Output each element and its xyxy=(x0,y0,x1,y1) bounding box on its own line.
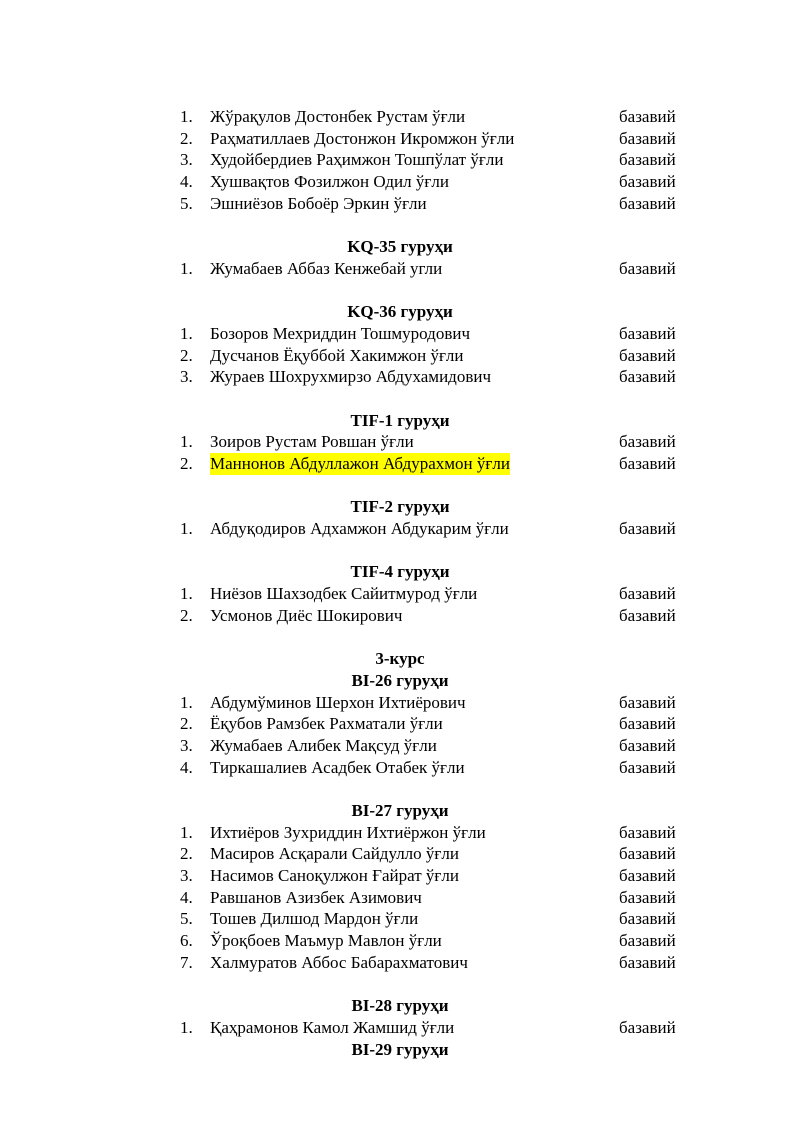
list-item xyxy=(0,1017,800,1039)
list-item xyxy=(0,692,800,714)
spacer xyxy=(0,214,800,236)
student-name: Ниёзов Шахзодбек Сайитмурод ўғли xyxy=(210,584,478,604)
list-item xyxy=(0,193,800,215)
list-item xyxy=(0,952,800,974)
item-number: 4. xyxy=(180,887,193,907)
level-label: базавий xyxy=(619,432,676,452)
student-name: Хушвақтов Фозилжон Одил ўғли xyxy=(210,172,449,192)
list-item xyxy=(0,258,800,280)
list-item xyxy=(0,128,800,150)
student-name: Тошев Дилшод Мардон ўғли xyxy=(210,909,419,929)
level-label: базавий xyxy=(619,584,676,604)
student-name: Эшниёзов Бобоёр Эркин ўғли xyxy=(210,193,427,213)
item-number: 3. xyxy=(180,735,193,755)
list-item xyxy=(0,713,800,735)
student-name: Дусчанов Ёқуббой Хакимжон ўғли xyxy=(210,345,464,365)
level-label: базавий xyxy=(619,454,676,473)
list-item xyxy=(0,453,800,475)
item-number: 2. xyxy=(180,345,193,365)
level-label: базавий xyxy=(619,692,676,712)
student-name: Абдуқодиров Адхамжон Абдукарим ўғли xyxy=(210,519,509,539)
list-item xyxy=(0,822,800,844)
item-number: 1. xyxy=(180,822,193,842)
student-name: Масиров Асқарали Сайдулло ўғли xyxy=(210,844,459,864)
level-label: базавий xyxy=(619,345,676,365)
list-item xyxy=(0,366,800,388)
list-item xyxy=(0,735,800,757)
item-number: 5. xyxy=(180,909,193,929)
level-label: базавий xyxy=(619,150,676,170)
level-label: базавий xyxy=(619,757,676,777)
group-heading: 3-курс xyxy=(375,649,425,669)
list-item xyxy=(0,345,800,367)
spacer xyxy=(0,627,800,649)
spacer xyxy=(0,778,800,800)
group-heading: BI-29 гуруҳи xyxy=(351,1039,449,1059)
spacer xyxy=(0,280,800,302)
item-number: 2. xyxy=(180,714,193,734)
item-number: 4. xyxy=(180,172,193,192)
item-number: 1. xyxy=(180,584,193,604)
student-name: Зоиров Рустам Ровшан ўғли xyxy=(210,432,414,452)
list-item xyxy=(0,431,800,453)
student-name: Ёқубов Рамзбек Рахматали ўғли xyxy=(210,714,443,734)
student-name: Ўроқбоев Маъмур Мавлон ўғли xyxy=(210,931,442,951)
spacer xyxy=(0,540,800,562)
student-name: Абдумўминов Шерхон Ихтиёрович xyxy=(210,692,466,712)
student-name: Худойбердиев Раҳимжон Тошпўлат ўғли xyxy=(210,150,504,170)
level-label: базавий xyxy=(619,822,676,842)
group-heading: BI-27 гуруҳи xyxy=(351,801,449,820)
list-item xyxy=(0,518,800,540)
list-item xyxy=(0,843,800,865)
level-label: базавий xyxy=(619,519,676,539)
group-heading: TIF-4 гуруҳи xyxy=(350,562,450,582)
item-number: 1. xyxy=(180,258,193,278)
group-heading: KQ-36 гуруҳи xyxy=(347,302,453,322)
list-item xyxy=(0,106,800,128)
level-label: базавий xyxy=(619,887,676,907)
item-number: 1. xyxy=(180,519,193,539)
item-number: 2. xyxy=(180,454,193,473)
level-label: базавий xyxy=(619,952,676,972)
level-label: базавий xyxy=(619,107,676,126)
student-name: Қаҳрамонов Камол Жамшид ўғли xyxy=(210,1017,455,1037)
item-number: 3. xyxy=(180,866,193,886)
spacer xyxy=(0,475,800,497)
level-label: базавий xyxy=(619,866,676,886)
level-label: базавий xyxy=(619,931,676,951)
list-item xyxy=(0,865,800,887)
list-item xyxy=(0,149,800,171)
student-name: Халмуратов Аббос Бабарахматович xyxy=(210,952,468,972)
level-label: базавий xyxy=(619,367,676,387)
student-name: Ихтиёров Зухриддин Ихтиёржон ўғли xyxy=(210,822,486,842)
spacer xyxy=(0,974,800,996)
item-number: 4. xyxy=(180,757,193,777)
item-number: 3. xyxy=(180,150,193,170)
item-number: 5. xyxy=(180,193,193,213)
list-item xyxy=(0,583,800,605)
item-number: 6. xyxy=(180,931,193,951)
level-label: базавий xyxy=(619,193,676,213)
document-page xyxy=(0,106,800,1060)
list-item xyxy=(0,887,800,909)
level-label: базавий xyxy=(619,844,676,864)
item-number: 1. xyxy=(180,692,193,712)
item-number: 1. xyxy=(180,432,193,452)
student-name: Жумабаев Аббаз Кенжебай угли xyxy=(210,258,443,278)
level-label: базавий xyxy=(619,128,676,148)
level-label: базавий xyxy=(619,323,676,343)
student-name: Равшанов Азизбек Азимович xyxy=(210,887,422,907)
student-name: Жураев Шохрухмирзо Абдухамидович xyxy=(210,367,491,387)
student-name: Жумабаев Алибек Мақсуд ўғли xyxy=(210,735,437,755)
list-item xyxy=(0,605,800,627)
level-label: базавий xyxy=(619,735,676,755)
student-name: Бозоров Мехриддин Тошмуродович xyxy=(210,323,470,343)
student-name-highlighted: Маннонов Абдуллажон Абдурахмон ўғли xyxy=(210,454,510,473)
item-number: 1. xyxy=(180,107,193,126)
level-label: базавий xyxy=(619,714,676,734)
level-label: базавий xyxy=(619,605,676,625)
item-number: 2. xyxy=(180,128,193,148)
level-label: базавий xyxy=(619,172,676,192)
item-number: 1. xyxy=(180,323,193,343)
spacer xyxy=(0,388,800,410)
student-name: Жўрақулов Достонбек Рустам ўғли xyxy=(210,107,466,126)
item-number: 1. xyxy=(180,1017,193,1037)
group-heading: TIF-2 гуруҳи xyxy=(350,497,450,517)
item-number: 2. xyxy=(180,844,193,864)
item-number: 7. xyxy=(180,952,193,972)
list-item xyxy=(0,930,800,952)
student-name: Тиркашалиев Асадбек Отабек ўғли xyxy=(210,757,465,777)
list-item xyxy=(0,323,800,345)
group-heading: BI-28 гуруҳи xyxy=(351,996,449,1016)
list-item xyxy=(0,171,800,193)
group-heading: TIF-1 гуруҳи xyxy=(350,410,450,430)
item-number: 3. xyxy=(180,367,193,387)
student-name: Раҳматиллаев Достонжон Икромжон ўғли xyxy=(210,128,515,148)
level-label: базавий xyxy=(619,258,676,278)
level-label: базавий xyxy=(619,1017,676,1037)
list-item xyxy=(0,757,800,779)
group-heading: BI-26 гуруҳи xyxy=(351,670,449,690)
student-name: Насимов Саноқулжон Ғайрат ўғли xyxy=(210,866,459,886)
student-name: Усмонов Диёс Шокирович xyxy=(210,605,403,625)
item-number: 2. xyxy=(180,605,193,625)
level-label: базавий xyxy=(619,909,676,929)
group-heading: KQ-35 гуруҳи xyxy=(347,237,453,257)
list-item xyxy=(0,908,800,930)
